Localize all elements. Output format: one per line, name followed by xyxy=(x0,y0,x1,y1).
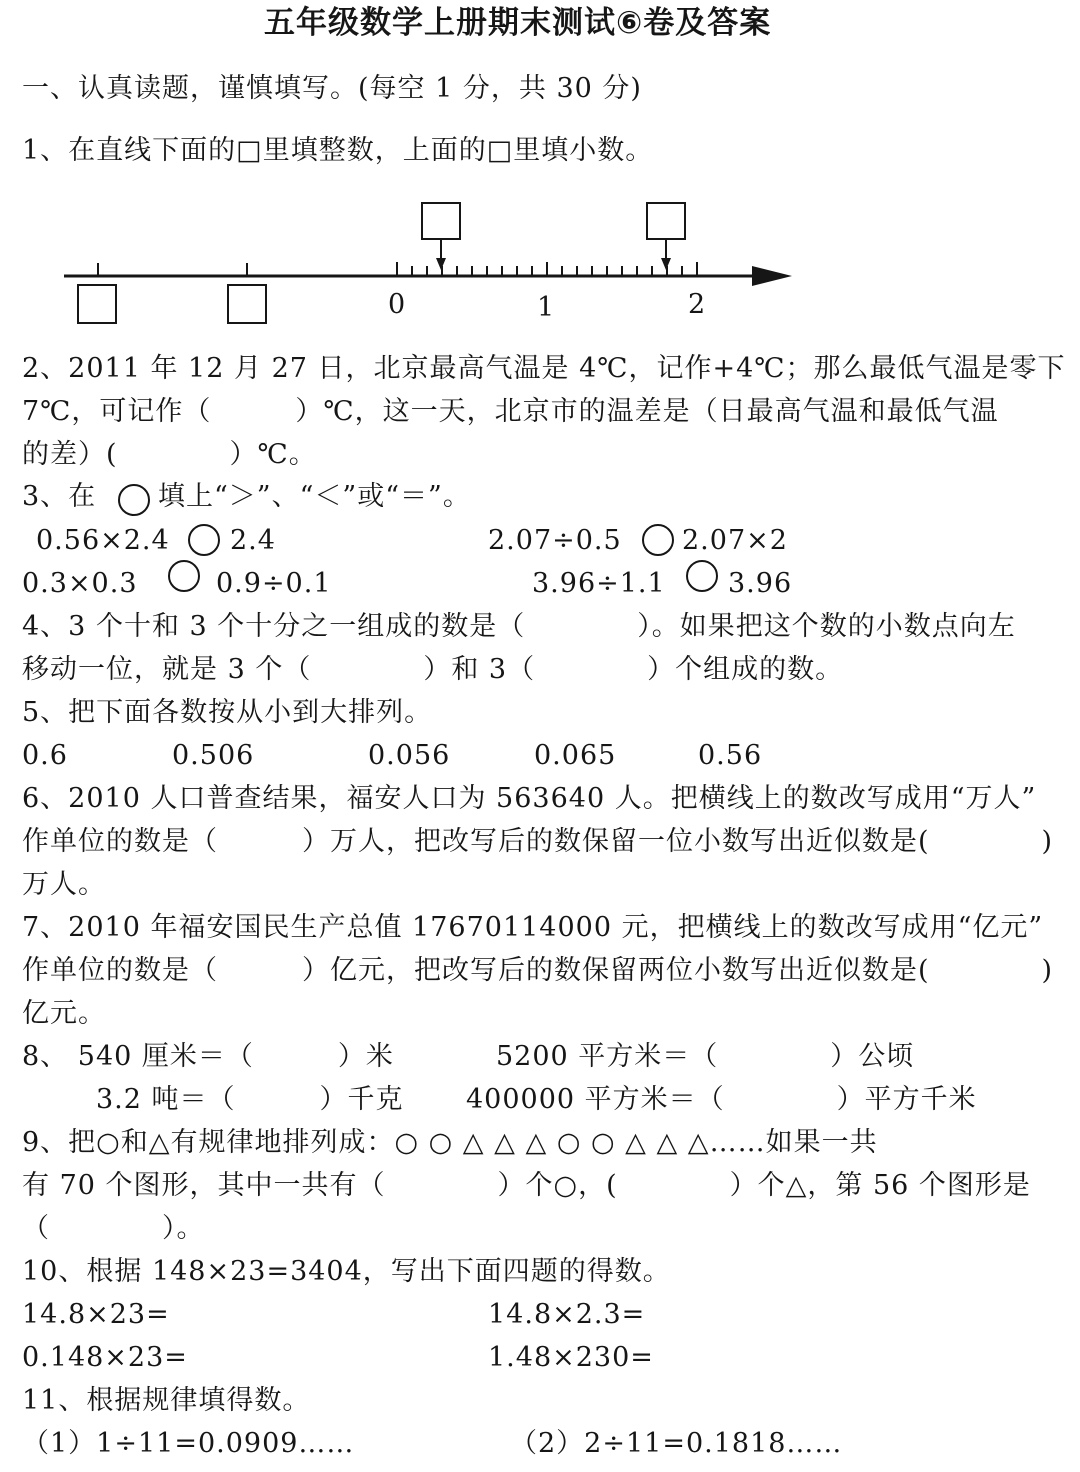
question-6-line-2: 作单位的数是（ ）万人，把改写后的数保留一位小数写出近似数是( ) xyxy=(22,826,1054,857)
question-8-item-a: 8、 540 厘米＝（ ）米 xyxy=(22,1041,394,1072)
comparison-circle-icon xyxy=(118,484,150,516)
question-2-line-1: 2、2011 年 12 月 27 日，北京最高气温是 4℃，记作+4℃；那么最低气温是零下 xyxy=(22,353,1066,384)
axis-label-1: 1 xyxy=(537,292,555,323)
question-4-line-1: 4、3 个十和 3 个十分之一组成的数是（ ）。如果把这个数的小数点向左 xyxy=(22,611,1016,642)
number-line-arrowhead xyxy=(752,266,792,286)
q5-number-2: 0.506 xyxy=(172,740,255,771)
question-6-line-3: 万人。 xyxy=(22,869,106,900)
q5-number-4: 0.065 xyxy=(534,740,617,771)
q3-item-1-circle[interactable] xyxy=(188,524,220,556)
section-heading: 一、认真读题，谨慎填写。(每空 1 分，共 30 分) xyxy=(22,73,642,104)
question-5-text: 5、把下面各数按从小到大排列。 xyxy=(22,697,433,728)
q11-item-1: （1）1÷11=0.0909…… xyxy=(22,1428,355,1459)
axis-label-2: 2 xyxy=(688,289,706,320)
q10-item-4: 1.48×230= xyxy=(488,1342,654,1373)
pointer-arrow-2 xyxy=(661,258,671,270)
q5-number-1: 0.6 xyxy=(22,740,68,771)
answer-box-decimal-2 xyxy=(647,203,685,239)
q5-number-5: 0.56 xyxy=(698,740,763,771)
q3-item-3-circle[interactable] xyxy=(168,560,200,592)
q3-item-1-left: 0.56×2.4 xyxy=(36,525,170,556)
q3-item-1-right: 2.4 xyxy=(230,525,276,556)
q3-item-4-right: 3.96 xyxy=(728,568,793,599)
q3-item-2-left: 2.07÷0.5 xyxy=(488,525,622,556)
question-3-prompt-end: 填上“＞”、“＜”或“＝”。 xyxy=(158,481,471,512)
question-6-line-1: 6、2010 人口普查结果，福安人口为 563640 人。把横线上的数改写成用“万人” xyxy=(22,783,1037,814)
question-7-line-3: 亿元。 xyxy=(22,998,106,1029)
q3-item-2-right: 2.07×2 xyxy=(682,525,788,556)
q11-item-2: （2）2÷11=0.1818…… xyxy=(510,1428,843,1459)
pointer-arrow-1 xyxy=(436,258,446,270)
q3-item-4-circle[interactable] xyxy=(686,560,718,592)
question-2-line-2: 7℃，可记作（ ）℃，这一天，北京市的温差是（日最高气温和最低气温 xyxy=(22,396,999,427)
question-2-line-3: 的差）( ）℃。 xyxy=(22,439,317,470)
question-9-line-1: 9、把○和△有规律地排列成：○ ○ △ △ △ ○ ○ △ △ △……如果一共 xyxy=(22,1127,878,1158)
q3-item-2-circle[interactable] xyxy=(642,524,674,556)
q10-item-3: 0.148×23= xyxy=(22,1342,188,1373)
question-3-prompt-start: 3、在 xyxy=(22,481,97,512)
question-4-line-2: 移动一位，就是 3 个（ ）和 3（ ）个组成的数。 xyxy=(22,654,844,685)
q3-item-4-left: 3.96÷1.1 xyxy=(532,568,666,599)
q3-item-3-left: 0.3×0.3 xyxy=(22,568,138,599)
answer-box-decimal-1 xyxy=(422,203,460,239)
question-7-line-1: 7、2010 年福安国民生产总值 17670114000 元，把横线上的数改写成用“亿元” xyxy=(22,912,1044,943)
answer-box-integer-1 xyxy=(78,285,116,323)
question-10-text: 10、根据 148×23=3404，写出下面四题的得数。 xyxy=(22,1256,671,1287)
q3-item-3-right: 0.9÷0.1 xyxy=(216,568,332,599)
q10-item-1: 14.8×23= xyxy=(22,1299,170,1330)
number-line-figure xyxy=(0,0,1080,340)
question-8-item-c: 3.2 吨＝（ ）千克 xyxy=(96,1084,404,1115)
page-title: 五年级数学上册期末测试⑥卷及答案 xyxy=(264,5,772,41)
question-11-text: 11、根据规律填得数。 xyxy=(22,1385,311,1416)
q10-item-2: 14.8×2.3= xyxy=(488,1299,646,1330)
axis-label-0: 0 xyxy=(388,289,406,320)
question-9-line-2: 有 70 个图形，其中一共有（ ）个○，( ）个△，第 56 个图形是 xyxy=(22,1170,1031,1201)
question-8-item-b: 5200 平方米＝（ ）公顷 xyxy=(496,1041,915,1072)
question-1-text: 1、在直线下面的□里填整数，上面的□里填小数。 xyxy=(22,135,654,166)
q5-number-3: 0.056 xyxy=(368,740,451,771)
question-7-line-2: 作单位的数是（ ）亿元，把改写后的数保留两位小数写出近似数是( ) xyxy=(22,955,1054,986)
question-8-item-d: 400000 平方米＝（ ）平方千米 xyxy=(466,1084,977,1115)
question-9-line-3: （ ）。 xyxy=(22,1213,205,1244)
answer-box-integer-2 xyxy=(228,285,266,323)
